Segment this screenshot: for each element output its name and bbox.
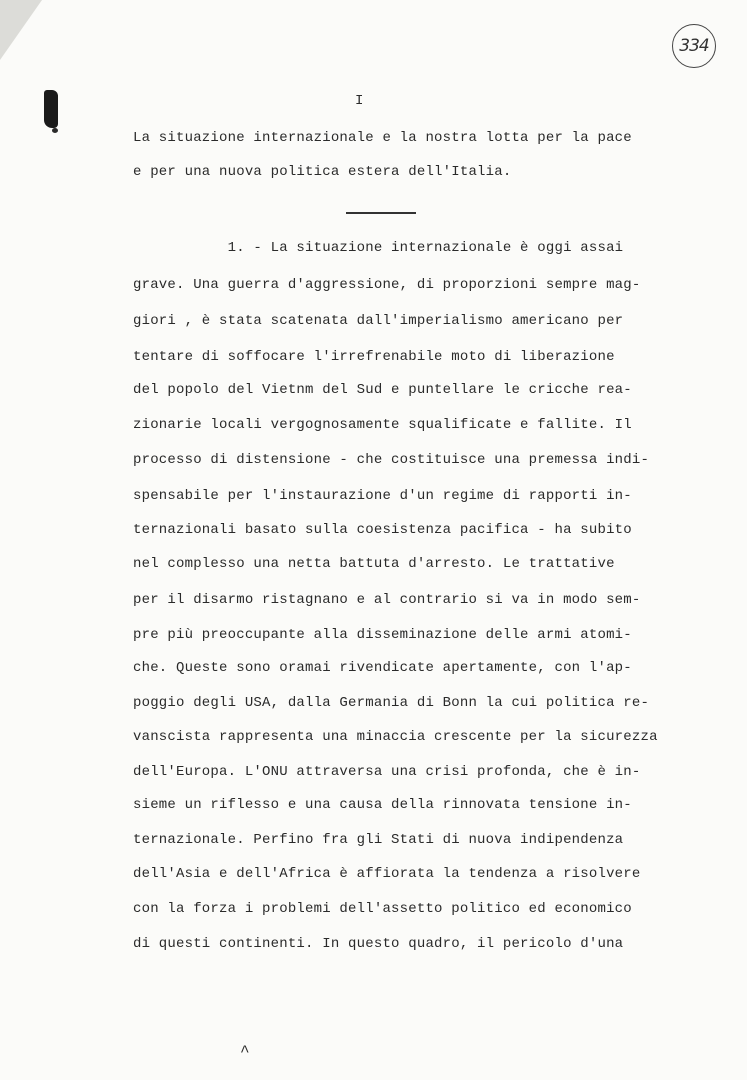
body-line-19: dell'Asia e dell'Africa è affiorata la tendenza a risolvere [133, 866, 641, 882]
punch-dot [52, 128, 58, 133]
punch-hole [44, 90, 58, 128]
body-line-16: dell'Europa. L'ONU attraversa una crisi profonda, che è in- [133, 764, 641, 780]
body-line-5: del popolo del Vietnm del Sud e puntellare le cricche rea- [133, 382, 632, 398]
body-line-3: giori , è stata scatenata dall'imperialismo americano per [133, 313, 624, 329]
body-line-9: ternazionali basato sulla coesistenza pacifica - ha subito [133, 522, 632, 538]
body-line-11: per il disarmo ristagnano e al contrario si va in modo sem- [133, 592, 641, 608]
body-line-10: nel complesso una netta battuta d'arresto. Le trattative [133, 556, 615, 572]
body-line-13: che. Queste sono oramai rivendicate apertamente, con l'ap- [133, 660, 632, 676]
body-line-12: pre più preoccupante alla disseminazione delle armi atomi- [133, 627, 632, 643]
body-line-6: zionarie locali vergognosamente squalificate e fallite. Il [133, 417, 632, 433]
body-line-21: di questi continenti. In questo quadro, il pericolo d'una [133, 936, 624, 952]
body-line-20: con la forza i problemi dell'assetto politico ed economico [133, 901, 632, 917]
body-line-15: vanscista rappresenta una minaccia crescente per la sicurezza [133, 729, 658, 745]
body-line-2: grave. Una guerra d'aggressione, di proporzioni sempre mag- [133, 277, 641, 293]
body-line-8: spensabile per l'instaurazione d'un regime di rapporti in- [133, 488, 632, 504]
body-line-7: processo di distensione - che costituisce una premessa indi- [133, 452, 650, 468]
body-line-17: sieme un riflesso e una causa della rinnovata tensione in- [133, 797, 632, 813]
body-line-14: poggio degli USA, dalla Germania di Bonn la cui politica re- [133, 695, 650, 711]
body-line-18: ternazionale. Perfino fra gli Stati di nuova indipendenza [133, 832, 624, 848]
body-line-4: tentare di soffocare l'irrefrenabile moto di liberazione [133, 349, 615, 365]
title-line-1: La situazione internazionale e la nostra lotta per la pace [133, 130, 632, 146]
page-number-stamp: 334 [672, 24, 716, 68]
footer-caret-mark: ^ [240, 1043, 250, 1061]
body-line-1: 1. - La situazione internazionale è oggi assai [133, 240, 624, 256]
title-underline-rule [346, 212, 416, 214]
section-number: I [355, 93, 364, 109]
folded-corner [0, 0, 42, 60]
title-line-2: e per una nuova politica estera dell'Italia. [133, 164, 512, 180]
